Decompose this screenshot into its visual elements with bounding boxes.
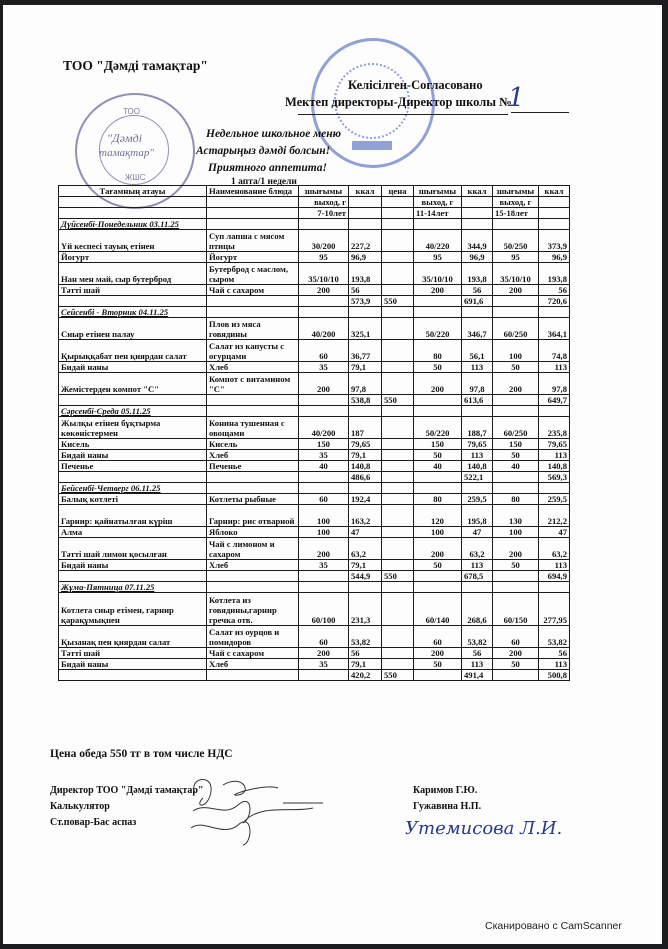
yield-11-14: 35/10/10 <box>414 263 462 285</box>
total-kcal-7-10: 538,8 <box>349 395 382 406</box>
dish-name-kz: Сиыр етінен палау <box>59 318 207 340</box>
yield-11-14: 50 <box>414 560 462 571</box>
kcal-7-10: 79,1 <box>349 659 382 670</box>
total-kcal-15-18: 649,7 <box>539 395 570 406</box>
dish-name-ru: Яблоко <box>207 527 299 538</box>
total-kcal-7-10: 420,2 <box>349 670 382 681</box>
signatory-name-director: Каримов Г.Ю. <box>413 785 478 796</box>
kcal-15-18: 56 <box>539 285 570 296</box>
table-row <box>59 505 570 527</box>
table-row <box>59 560 570 571</box>
kcal-7-10: 79,1 <box>349 450 382 461</box>
kcal-7-10: 56 <box>349 285 382 296</box>
table-row <box>59 461 570 472</box>
yield-7-10: 200 <box>299 538 349 560</box>
kcal-11-14: 63,2 <box>462 538 493 560</box>
kcal-11-14: 56 <box>462 285 493 296</box>
yield-11-14: 60/140 <box>414 593 462 626</box>
yield-7-10: 60 <box>299 494 349 505</box>
kcal-15-18: 193,8 <box>539 263 570 285</box>
price-cell <box>382 252 414 263</box>
kcal-11-14: 268,6 <box>462 593 493 626</box>
yield-11-14: 150 <box>414 439 462 450</box>
signatory-name-calculator: Гужавина Н.П. <box>413 801 482 812</box>
dish-name-ru: Печенье <box>207 461 299 472</box>
kcal-15-18: 373,9 <box>539 230 570 252</box>
dish-name-kz: Тәтті шай лимон қосылған <box>59 538 207 560</box>
approval-label: Келісілген-Согласовано <box>348 78 483 92</box>
yield-7-10: 150 <box>299 439 349 450</box>
table-row <box>59 362 570 373</box>
kcal-7-10: 79,1 <box>349 560 382 571</box>
menu-table <box>58 185 570 681</box>
dish-name-ru: Плов из мяса говядины <box>207 318 299 340</box>
kcal-15-18: 140,8 <box>539 461 570 472</box>
kcal-15-18: 53,82 <box>539 626 570 648</box>
header-dish-ru: Наименование блюда <box>207 186 299 197</box>
price-cell <box>382 285 414 296</box>
header-yield-2: шығымы <box>414 186 462 197</box>
kcal-7-10: 227,2 <box>349 230 382 252</box>
price-cell <box>382 505 414 527</box>
dish-name-ru: Гарнир: рис отварной <box>207 505 299 527</box>
yield-7-10: 95 <box>299 252 349 263</box>
header-age-row <box>59 208 570 219</box>
yield-11-14: 95 <box>414 252 462 263</box>
price-cell <box>382 494 414 505</box>
header-kcal-2: ккал <box>462 186 493 197</box>
yield-15-18: 130 <box>493 505 539 527</box>
dish-name-kz: Бидай наны <box>59 659 207 670</box>
yield-15-18: 60/250 <box>493 417 539 439</box>
kcal-11-14: 56 <box>462 648 493 659</box>
organization-name: ТОО "Дәмді тамақтар" <box>63 58 208 73</box>
table-row <box>59 538 570 560</box>
yield-7-10: 35 <box>299 560 349 571</box>
dish-name-kz: Йогурт <box>59 252 207 263</box>
total-kcal-11-14: 491,4 <box>462 670 493 681</box>
approval-director-label: Мектеп директоры-Директор школы № <box>285 95 512 109</box>
total-kcal-15-18: 500,8 <box>539 670 570 681</box>
yield-11-14: 100 <box>414 527 462 538</box>
kcal-15-18: 113 <box>539 362 570 373</box>
table-row <box>59 417 570 439</box>
yield-15-18: 200 <box>493 648 539 659</box>
dish-name-ru: Чай с сахаром <box>207 285 299 296</box>
total-kcal-7-10: 486,6 <box>349 472 382 483</box>
day-total-row <box>59 472 570 483</box>
table-row <box>59 285 570 296</box>
yield-15-18: 35/10/10 <box>493 263 539 285</box>
yield-7-10: 100 <box>299 527 349 538</box>
price-cell <box>382 362 414 373</box>
kcal-7-10: 96,9 <box>349 252 382 263</box>
kcal-11-14: 79,65 <box>462 439 493 450</box>
yield-15-18: 50 <box>493 450 539 461</box>
dish-name-kz: Жемістерден компот "С" <box>59 373 207 395</box>
header-dish-kz: Тағамның атауы <box>59 186 207 197</box>
price-cell <box>382 461 414 472</box>
kcal-11-14: 56,1 <box>462 340 493 362</box>
day-total-row <box>59 670 570 681</box>
price-cell <box>382 417 414 439</box>
day-header-row <box>59 307 570 318</box>
yield-11-14: 80 <box>414 494 462 505</box>
dish-name-kz: Бидай наны <box>59 560 207 571</box>
yield-7-10: 40 <box>299 461 349 472</box>
yield-7-10: 40/200 <box>299 318 349 340</box>
dish-name-ru: Бутерброд с маслом, сыром <box>207 263 299 285</box>
total-kcal-11-14: 678,5 <box>462 571 493 582</box>
yield-11-14: 50/220 <box>414 318 462 340</box>
kcal-7-10: 79,1 <box>349 362 382 373</box>
kcal-15-18: 364,1 <box>539 318 570 340</box>
table-row <box>59 252 570 263</box>
table-row <box>59 263 570 285</box>
kcal-11-14: 193,8 <box>462 263 493 285</box>
day-header-row <box>59 219 570 230</box>
yield-15-18: 95 <box>493 252 539 263</box>
kcal-11-14: 113 <box>462 362 493 373</box>
dish-name-kz: Нан мен май, сыр бутерброд <box>59 263 207 285</box>
yield-11-14: 120 <box>414 505 462 527</box>
header-kcal-1: ккал <box>349 186 382 197</box>
price-cell <box>382 538 414 560</box>
school-number-line <box>511 112 569 113</box>
total-kcal-11-14: 691,6 <box>462 296 493 307</box>
table-row <box>59 439 570 450</box>
yield-15-18: 60 <box>493 626 539 648</box>
table-row <box>59 494 570 505</box>
yield-7-10: 200 <box>299 648 349 659</box>
yield-11-14: 50/220 <box>414 417 462 439</box>
dish-name-ru: Котлета из говядины,гарнир гречка отв. <box>207 593 299 626</box>
dish-name-ru: Чай с лимоном и сахаром <box>207 538 299 560</box>
price-cell <box>382 527 414 538</box>
kcal-7-10: 192,4 <box>349 494 382 505</box>
kcal-11-14: 113 <box>462 560 493 571</box>
dish-name-kz: Котлета сиыр етімен, гарнир қарақұмықпен <box>59 593 207 626</box>
kcal-11-14: 96,9 <box>462 252 493 263</box>
header-unit-2: выход, г <box>414 197 462 208</box>
total-kcal-15-18: 694,9 <box>539 571 570 582</box>
kcal-7-10: 325,1 <box>349 318 382 340</box>
dish-name-ru: Йогурт <box>207 252 299 263</box>
price-cell <box>382 659 414 670</box>
kcal-15-18: 235,8 <box>539 417 570 439</box>
signatory-role-chef: Ст.повар-Бас аспаз <box>50 817 137 828</box>
total-kcal-11-14: 522,1 <box>462 472 493 483</box>
day-label: Дүйсенбі-Понедельник 03.11.25 <box>59 219 207 230</box>
yield-15-18: 200 <box>493 285 539 296</box>
kcal-15-18: 113 <box>539 560 570 571</box>
yield-11-14: 50 <box>414 450 462 461</box>
dish-name-kz: Алма <box>59 527 207 538</box>
total-price: 550 <box>382 296 414 307</box>
kcal-15-18: 74,8 <box>539 340 570 362</box>
week-label: 1 апта/1 недели <box>231 177 297 187</box>
yield-15-18: 80 <box>493 494 539 505</box>
header-kcal-3: ккал <box>539 186 570 197</box>
dish-name-ru: Хлеб <box>207 659 299 670</box>
yield-15-18: 50 <box>493 362 539 373</box>
price-cell <box>382 626 414 648</box>
table-row <box>59 593 570 626</box>
yield-15-18: 40 <box>493 461 539 472</box>
yield-11-14: 200 <box>414 373 462 395</box>
kcal-11-14: 259,5 <box>462 494 493 505</box>
dish-name-ru: Хлеб <box>207 362 299 373</box>
day-label: Сейсенбі - Вторник 04.11.25 <box>59 307 207 318</box>
kcal-7-10: 56 <box>349 648 382 659</box>
dish-name-ru: Хлеб <box>207 560 299 571</box>
table-row <box>59 648 570 659</box>
kcal-7-10: 36,77 <box>349 340 382 362</box>
day-header-row <box>59 406 570 417</box>
yield-15-18: 50/250 <box>493 230 539 252</box>
yield-7-10: 35 <box>299 659 349 670</box>
yield-7-10: 35/10/10 <box>299 263 349 285</box>
menu-greeting-ru: Приятного аппетита! <box>208 162 327 174</box>
kcal-15-18: 113 <box>539 659 570 670</box>
header-unit-row <box>59 197 570 208</box>
table-row <box>59 659 570 670</box>
dish-name-kz: Гарнир: қайнатылған күріш <box>59 505 207 527</box>
kcal-7-10: 193,8 <box>349 263 382 285</box>
table-row <box>59 340 570 362</box>
dish-name-kz: Печенье <box>59 461 207 472</box>
company-stamp: ТОО "Дәмді тамақтар" ЖШС <box>75 93 195 209</box>
kcal-11-14: 346,7 <box>462 318 493 340</box>
yield-7-10: 30/200 <box>299 230 349 252</box>
day-label: Бейсенбі-Четверг 06.11.25 <box>59 483 207 494</box>
menu-title: Недельное школьное меню <box>206 128 342 140</box>
table-row <box>59 230 570 252</box>
total-kcal-11-14: 613,6 <box>462 395 493 406</box>
header-age-1: 7-10лет <box>299 208 349 219</box>
dish-name-ru: Суп лапша с мясом птицы <box>207 230 299 252</box>
header-price: цена <box>382 186 414 197</box>
kcal-15-18: 97,8 <box>539 373 570 395</box>
header-unit-1: выход, г <box>299 197 349 208</box>
day-total-row <box>59 296 570 307</box>
price-cell <box>382 450 414 461</box>
yield-15-18: 50 <box>493 659 539 670</box>
dish-name-ru: Кисель <box>207 439 299 450</box>
header-yield-3: шығымы <box>493 186 539 197</box>
yield-15-18: 150 <box>493 439 539 450</box>
scanned-document <box>3 5 662 944</box>
total-kcal-7-10: 573,9 <box>349 296 382 307</box>
yield-7-10: 60 <box>299 626 349 648</box>
total-price: 550 <box>382 571 414 582</box>
table-row <box>59 626 570 648</box>
table-row <box>59 450 570 461</box>
price-cell <box>382 263 414 285</box>
kcal-11-14: 47 <box>462 527 493 538</box>
dish-name-kz: Жылқы етінен бұқтырма көкөністермен <box>59 417 207 439</box>
day-total-row <box>59 571 570 582</box>
kcal-11-14: 97,8 <box>462 373 493 395</box>
signature-line <box>298 114 508 115</box>
header-unit-3: выход, г <box>493 197 539 208</box>
price-note: Цена обеда 550 тг в том числе НДС <box>50 748 233 760</box>
price-cell <box>382 560 414 571</box>
dish-name-kz: Тәтті шай <box>59 648 207 659</box>
price-cell <box>382 648 414 659</box>
dish-name-kz: Кисель <box>59 439 207 450</box>
dish-name-ru: Конина тушенная с овощами <box>207 417 299 439</box>
dish-name-ru: Котлеты рыбные <box>207 494 299 505</box>
yield-11-14: 80 <box>414 340 462 362</box>
price-cell <box>382 230 414 252</box>
yield-11-14: 50 <box>414 362 462 373</box>
total-price: 550 <box>382 670 414 681</box>
yield-7-10: 60/100 <box>299 593 349 626</box>
day-header-row <box>59 483 570 494</box>
kcal-11-14: 113 <box>462 659 493 670</box>
price-cell <box>382 439 414 450</box>
handwritten-signatures <box>183 773 333 848</box>
kcal-11-14: 113 <box>462 450 493 461</box>
yield-7-10: 35 <box>299 450 349 461</box>
kcal-15-18: 56 <box>539 648 570 659</box>
yield-15-18: 100 <box>493 527 539 538</box>
yield-7-10: 200 <box>299 285 349 296</box>
day-total-row <box>59 395 570 406</box>
header-age-3: 15-18лет <box>493 208 539 219</box>
dish-name-kz: Қырыққабат пен қиярдан салат <box>59 340 207 362</box>
kcal-7-10: 231,3 <box>349 593 382 626</box>
dish-name-ru: Салат из капусты с огурцами <box>207 340 299 362</box>
school-number: 1 <box>508 83 525 113</box>
table-row <box>59 373 570 395</box>
kcal-7-10: 47 <box>349 527 382 538</box>
header-row <box>59 186 570 197</box>
yield-11-14: 200 <box>414 285 462 296</box>
price-cell <box>382 373 414 395</box>
total-kcal-15-18: 720,6 <box>539 296 570 307</box>
total-kcal-7-10: 544,9 <box>349 571 382 582</box>
kcal-15-18: 79,65 <box>539 439 570 450</box>
yield-15-18: 100 <box>493 340 539 362</box>
kcal-15-18: 212,2 <box>539 505 570 527</box>
yield-11-14: 50 <box>414 659 462 670</box>
kcal-7-10: 140,8 <box>349 461 382 472</box>
yield-11-14: 60 <box>414 626 462 648</box>
kcal-7-10: 63,2 <box>349 538 382 560</box>
yield-7-10: 35 <box>299 362 349 373</box>
dish-name-ru: Хлеб <box>207 450 299 461</box>
kcal-11-14: 140,8 <box>462 461 493 472</box>
price-cell <box>382 318 414 340</box>
yield-11-14: 40 <box>414 461 462 472</box>
kcal-7-10: 163,2 <box>349 505 382 527</box>
kcal-15-18: 113 <box>539 450 570 461</box>
yield-7-10: 100 <box>299 505 349 527</box>
yield-15-18: 200 <box>493 538 539 560</box>
camscanner-watermark: Сканировано с CamScanner <box>485 920 622 932</box>
signatory-role-director: Директор ТОО "Дәмді тамақтар" <box>50 785 204 796</box>
day-label: Сәрсенбі-Среда 05.11.25 <box>59 406 207 417</box>
kcal-7-10: 97,8 <box>349 373 382 395</box>
yield-7-10: 200 <box>299 373 349 395</box>
kcal-15-18: 277,95 <box>539 593 570 626</box>
signatory-name-chef: Утемисова Л.И. <box>405 818 563 839</box>
kcal-11-14: 188,7 <box>462 417 493 439</box>
yield-7-10: 60 <box>299 340 349 362</box>
kcal-15-18: 259,5 <box>539 494 570 505</box>
dish-name-kz: Үй кеспесі тауық етінен <box>59 230 207 252</box>
dish-name-ru: Компот с витамином "С" <box>207 373 299 395</box>
total-price <box>382 472 414 483</box>
dish-name-ru: Чай с сахаром <box>207 648 299 659</box>
kcal-15-18: 96,9 <box>539 252 570 263</box>
yield-15-18: 200 <box>493 373 539 395</box>
total-kcal-15-18: 569,3 <box>539 472 570 483</box>
yield-15-18: 60/150 <box>493 593 539 626</box>
dish-name-ru: Салат из оурцов и помидоров <box>207 626 299 648</box>
dish-name-kz: Бидай наны <box>59 450 207 461</box>
signatory-role-calculator: Калькулятор <box>50 801 110 812</box>
day-label: Жұма-Пятница 07.11.25 <box>59 582 207 593</box>
yield-7-10: 40/200 <box>299 417 349 439</box>
kcal-15-18: 47 <box>539 527 570 538</box>
kcal-7-10: 79,65 <box>349 439 382 450</box>
kcal-15-18: 63,2 <box>539 538 570 560</box>
kcal-11-14: 53,82 <box>462 626 493 648</box>
price-cell <box>382 340 414 362</box>
menu-greeting-kz: Астарыңыз дәмді болсын! <box>196 145 331 157</box>
kcal-11-14: 344,9 <box>462 230 493 252</box>
yield-15-18: 50 <box>493 560 539 571</box>
table-row <box>59 318 570 340</box>
dish-name-kz: Тәтті шай <box>59 285 207 296</box>
header-age-2: 11-14лет <box>414 208 462 219</box>
dish-name-kz: Бидай наны <box>59 362 207 373</box>
dish-name-kz: Қызанақ пен қиярдан салат <box>59 626 207 648</box>
price-cell <box>382 593 414 626</box>
header-yield-1: шығымы <box>299 186 349 197</box>
yield-11-14: 200 <box>414 538 462 560</box>
dish-name-kz: Балық котлеті <box>59 494 207 505</box>
yield-11-14: 40/220 <box>414 230 462 252</box>
kcal-7-10: 53,82 <box>349 626 382 648</box>
kcal-11-14: 195,8 <box>462 505 493 527</box>
yield-15-18: 60/250 <box>493 318 539 340</box>
yield-11-14: 200 <box>414 648 462 659</box>
table-row <box>59 527 570 538</box>
day-header-row <box>59 582 570 593</box>
total-price: 550 <box>382 395 414 406</box>
kcal-7-10: 187 <box>349 417 382 439</box>
